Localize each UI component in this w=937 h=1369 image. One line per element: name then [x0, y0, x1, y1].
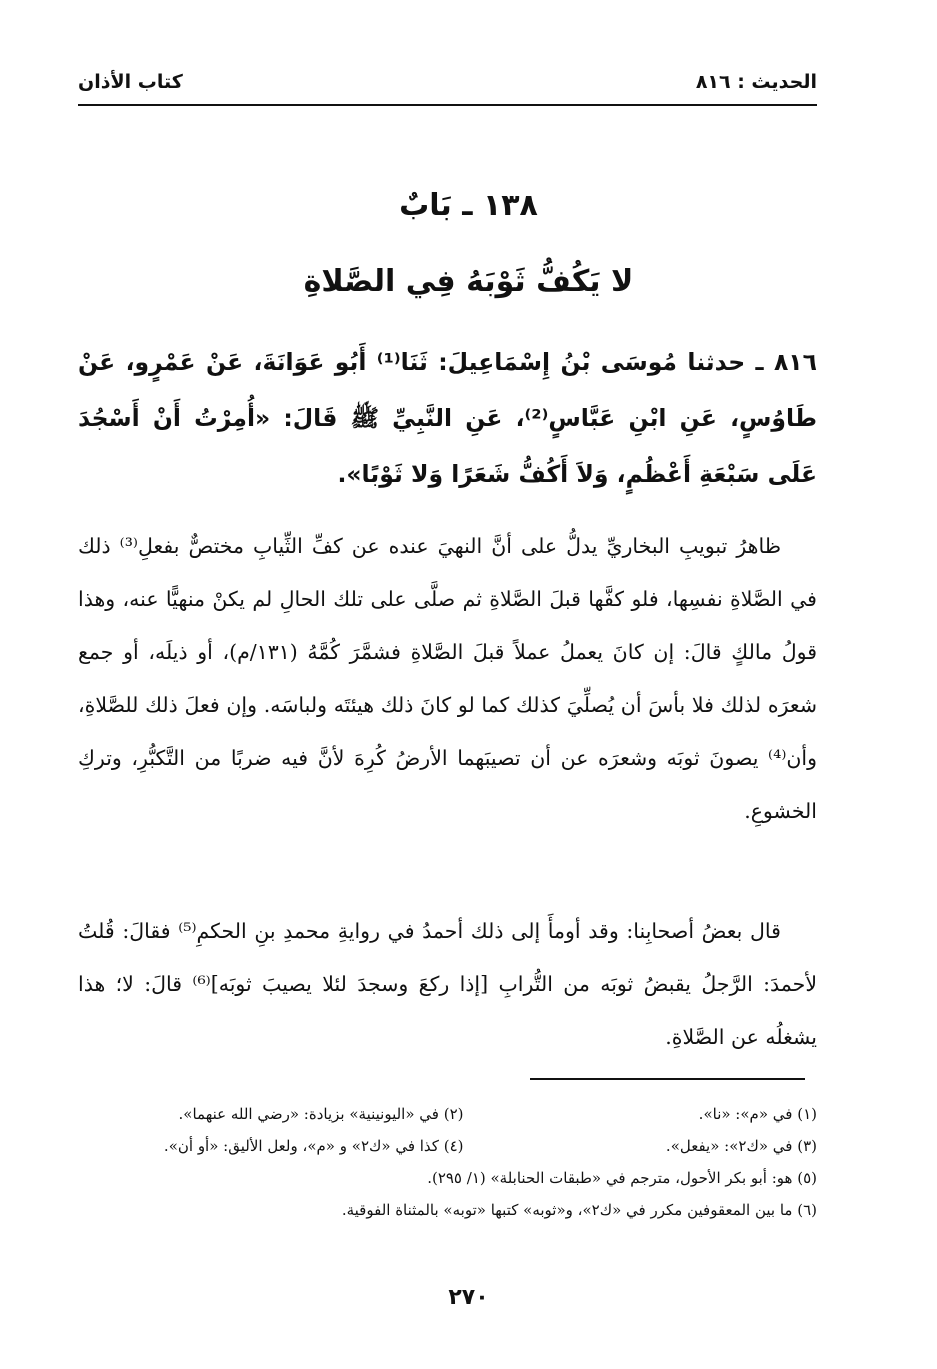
chapter-number: ١٣٨ ـ بَابٌ	[399, 188, 538, 223]
footnote: (٥) هو: أبو بكر الأحول، مترجم في «طبقات الحنابلة» (١/ ٢٩٥).	[427, 1169, 817, 1187]
header-book-title: كتاب الأذان	[78, 71, 183, 93]
commentary-paragraph	[78, 905, 817, 1064]
commentary-paragraph	[78, 520, 817, 838]
header-hadith-number: الحديث : ٨١٦	[695, 71, 817, 93]
footnote: (٣) في «ك٢»: «يفعل».	[665, 1137, 817, 1155]
hadith-text: ٨١٦ ـ حدثنا مُوسَى بْنُ إِسْمَاعِيلَ: ثَنَا⁽¹⁾ أَبُو عَوَانَةَ، عَنْ عَمْرٍو، عَنْ طَاوُسٍ، عَنِ ابْنِ عَبَّاسٍ⁽²⁾، عَنِ النَّبِيِّ ﷺ قَالَ: «أُمِرْتُ أَنْ أَسْجُدَ عَلَى سَبْعَةِ أَعْظُمٍ، وَلاَ أَكُفُّ شَعَرًا وَلا ثَوْبًا».	[78, 348, 817, 488]
footnote: (٤) كذا في «ك٢» و «م»، ولعل الأليق: «أو أن».	[163, 1137, 464, 1155]
header-divider	[78, 104, 817, 106]
commentary-text: قال بعضُ أصحابِنا: وقد أومأَ إلى ذلك أحمدُ في روايةِ محمدِ بنِ الحكمِ⁽⁵⁾ فقالَ: قُلتُ لأحمدَ: الرَّجلُ يقبضُ ثوبَه من التُّرابِ [إذا ركعَ وسجدَ لئلا يصيبَ ثوبَه]⁽⁶⁾ قالَ: لا؛ هذا يشغلُه عن الصَّلاةِ.	[78, 919, 818, 1049]
commentary-text: ظاهرُ تبويبِ البخاريِّ يدلُّ على أنَّ النهيَ عنده عن كفِّ الثِّيابِ مختصٌّ بفعلِ⁽³⁾ ذلك في الصَّلاةِ نفسِها، فلو كفَّها قبلَ الصَّلاةِ ثم صلَّى على تلك الحالِ لم يكنْ منهيًّا عنه، وهذا قولُ مالكٍ قالَ: إن كانَ يعملُ عملاً قبلَ الصَّلاةِ فشمَّرَ كُمَّهُ (١٣١/م)، أو ذيلَه، أو جمع شعرَه لذلك فلا بأسَ أن يُصلِّيَ كذلك كما لو كانَ ذلك هيئتَه ولباسَه. وإن فعلَ ذلك للصَّلاةِ، وأن⁽⁴⁾ يصونَ ثوبَه وشعرَه عن أن تصيبَهما الأرضُ كُرِهَ لأنَّ فيه ضربًا من التَّكبُّرِ، وتركِ الخشوعِ.	[78, 534, 817, 823]
running-header	[78, 62, 817, 102]
footnote-divider	[530, 1078, 805, 1080]
page-number: ٢٧٠	[448, 1285, 489, 1310]
footnote: (١) في «م»: «نا».	[698, 1105, 817, 1123]
footnote: (٢) في «اليونينية» بزيادة: «رضي الله عنهما».	[178, 1105, 464, 1123]
chapter-title: لا يَكُفُّ ثَوْبَهُ فِي الصَّلاةِ	[303, 264, 634, 299]
footnotes	[110, 1098, 817, 1226]
footnote: (٦) ما بين المعقوفين مكرر في «ك٢»، و«ثوبه» كتبها «توبه» بالمثناة الفوقية.	[341, 1201, 817, 1219]
